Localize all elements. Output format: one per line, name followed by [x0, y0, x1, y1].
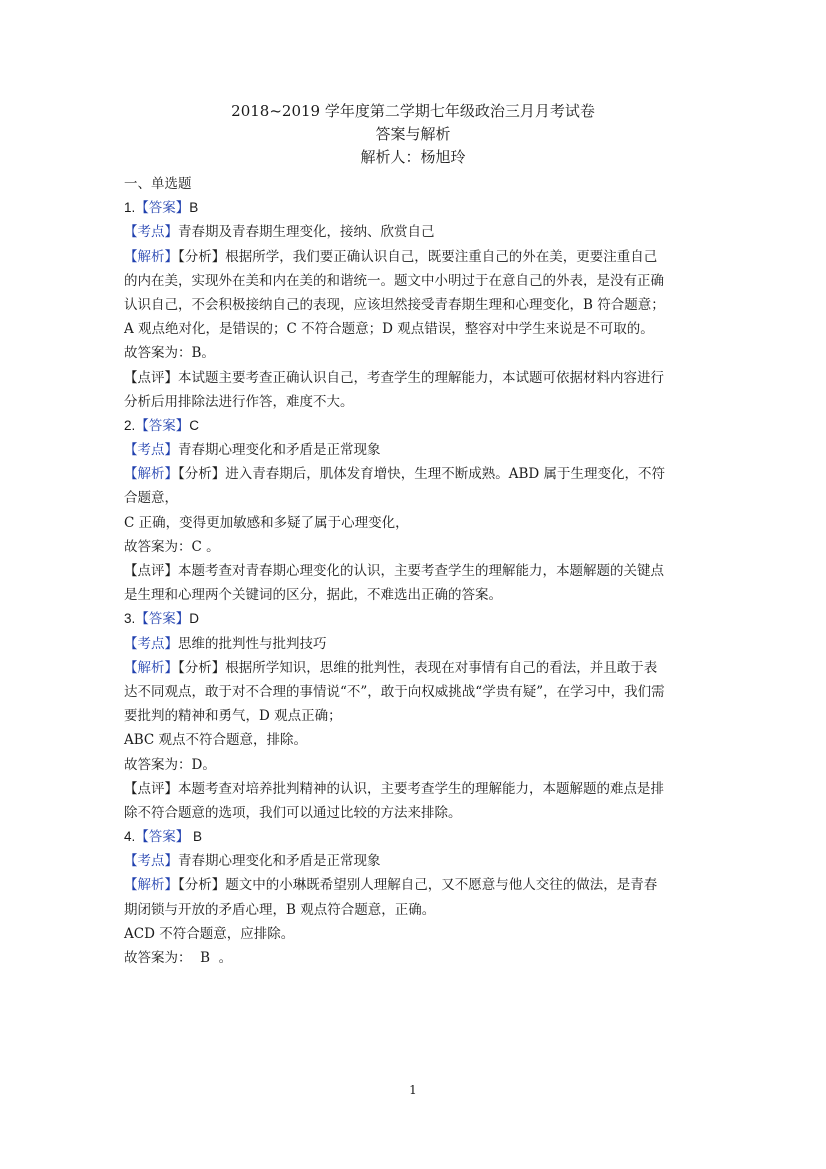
q1-conclusion: 故答案为：B。: [124, 345, 215, 362]
q2-jiexi-tag: 【解析】: [124, 466, 178, 483]
q2-analysis-line-3: C 正确，变得更加敏感和多疑了属于心理变化，: [124, 514, 409, 531]
q3-analysis-line-2: 达不同观点，敢于对不合理的事情说“不”，敢于向权威挑战“学贵有疑”，在学习中，我们需: [124, 683, 665, 700]
q2-answer-tag: 【答案】: [135, 417, 190, 434]
q3-answer-line: [124, 607, 704, 631]
q3-jiexi-tag: 【解析】: [124, 659, 178, 676]
document-title: 2018~2019 学年度第二学期七年级政治三月月考试卷: [231, 102, 595, 120]
q4-conclusion: 故答案为： B 。: [124, 950, 233, 966]
q1-analysis-line-3: 认识自己，不会积极接纳自己的表现，应该坦然接受青春期生理和心理变化，B 符合题意；: [124, 296, 665, 313]
q1-kaodian-line: [124, 220, 704, 244]
q2-answer-line: [124, 414, 704, 438]
q3-comment-line-1: 【点评】本题考查对培养批判精神的认识，主要考查学生的理解能力，本题解题的难点是排: [124, 780, 664, 797]
page-number: 1: [409, 1083, 417, 1097]
q1-analysis-line-2: 的内在美，实现外在美和内在美的和谐统一。题文中小明过于在意自己的外表，是没有正确: [124, 272, 664, 289]
q3-kaodian-tag: 【考点】: [124, 635, 178, 652]
q3-analysis-line-3: 要批判的精神和勇气，D 观点正确；: [124, 708, 342, 725]
q3-kaodian-line: [124, 632, 704, 656]
document-author: 解析人：杨旭玲: [360, 148, 466, 166]
q1-answer: B: [189, 200, 199, 216]
q2-comment-line-1: 【点评】本题考查对青春期心理变化的认识，主要考查学生的理解能力，本题解题的关键点: [124, 563, 664, 579]
q1-answer-line: [124, 196, 704, 220]
q2-conclusion: 故答案为：C 。: [124, 538, 220, 555]
q4-kaodian-tag: 【考点】: [124, 853, 178, 870]
q4-analysis-line-1: [124, 873, 704, 897]
q1-answer-tag: 【答案】: [135, 200, 190, 217]
q2-kaodian-line: [124, 438, 704, 462]
q1-comment-line-2: 分析后用排除法进行作答，难度不大。: [124, 393, 354, 410]
q3-analysis-line-1: [124, 656, 704, 680]
q3-kaodian: 思维的批判性与批判技巧: [178, 635, 327, 652]
q2-comment-line-2: 是生理和心理两个关键词的区分，据此，不难选出正确的答案。: [124, 587, 502, 604]
q3-comment-line-2: 除不符合题意的选项，我们可以通过比较的方法来排除。: [124, 804, 462, 821]
answer-content: [124, 172, 704, 970]
q2-kaodian-tag: 【考点】: [124, 442, 178, 459]
q4-answer-tag: 【答案】: [135, 829, 190, 846]
q2-analysis-line-2: 合题意，: [124, 490, 178, 507]
q4-number: 4.: [124, 829, 136, 845]
q1-analysis-line-4: A 观点绝对化，是错误的；C 不符合题意；D 观点错误，整容对中学生来说是不可取的。: [124, 321, 654, 338]
q1-number: 1.: [124, 200, 136, 216]
q4-kaodian-line: [124, 849, 704, 873]
q3-number: 3.: [124, 611, 136, 627]
q1-comment-line-1: 【点评】本试题主要考查正确认识自己，考查学生的理解能力，本试题可依据材料内容进行: [124, 369, 664, 386]
q2-answer: C: [189, 417, 200, 433]
q1-jiexi-tag: 【解析】: [124, 248, 178, 265]
q4-analysis-line-2: 期闭锁与开放的矛盾心理，B 观点符合题意，正确。: [124, 901, 436, 918]
q4-analysis-line-3: ACD 不符合题意，应排除。: [124, 925, 295, 942]
q3-analysis-text-1: 【分析】根据所学知识，思维的批判性，表现在对事情有自己的看法，并且敢于表: [178, 659, 658, 676]
q3-conclusion: 故答案为：D。: [124, 756, 216, 773]
document-subtitle: 答案与解析: [375, 125, 451, 143]
q3-analysis-line-4: ABC 观点不符合题意，排除。: [124, 732, 308, 749]
q3-answer: D: [189, 611, 200, 627]
q2-analysis-line-1: [124, 462, 704, 486]
q1-kaodian: 青春期及青春期生理变化，接纳、欣赏自己: [178, 224, 435, 241]
q4-answer: B: [189, 829, 203, 845]
q4-analysis-text-1: 【分析】题文中的小琳既希望别人理解自己，又不愿意与他人交往的做法，是青春: [178, 877, 658, 894]
section-heading: 一、单选题: [124, 176, 192, 192]
q3-answer-tag: 【答案】: [135, 611, 190, 628]
q2-number: 2.: [124, 417, 136, 433]
q2-kaodian: 青春期心理变化和矛盾是正常现象: [178, 442, 381, 459]
q2-analysis-text-1: 【分析】进入青春期后，肌体发育增快，生理不断成熟。ABD 属于生理变化，不符: [178, 466, 666, 483]
q1-kaodian-tag: 【考点】: [124, 224, 178, 241]
q4-answer-line: [124, 825, 704, 849]
q1-analysis-line-1: [124, 245, 704, 269]
q4-kaodian: 青春期心理变化和矛盾是正常现象: [178, 853, 381, 870]
q4-jiexi-tag: 【解析】: [124, 877, 178, 894]
q1-analysis-text-1: 【分析】根据所学，我们要正确认识自己，既要注重自己的外在美，更要注重自己: [178, 248, 658, 265]
